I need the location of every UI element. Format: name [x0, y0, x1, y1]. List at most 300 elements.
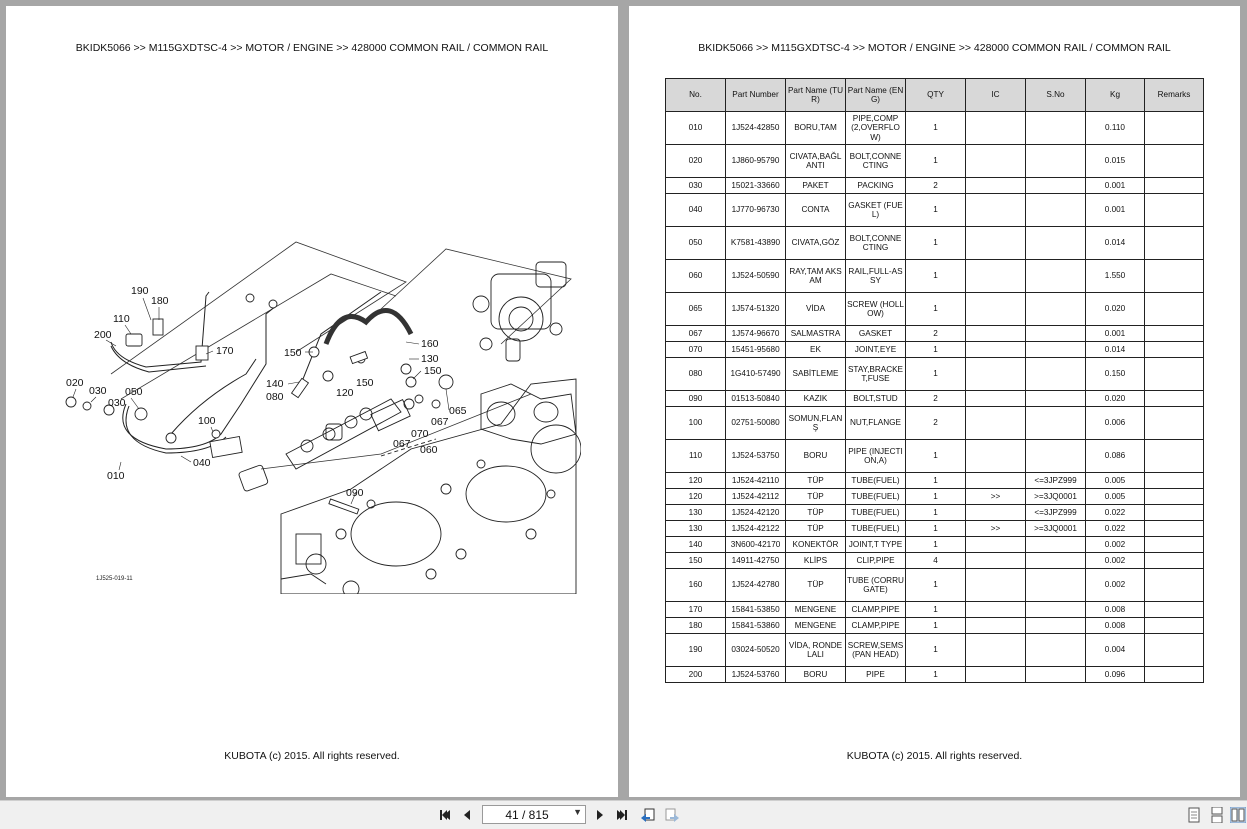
table-row: [666, 489, 1204, 505]
cell-part-name-eng: CLAMP,PIPE: [846, 618, 906, 634]
cell-part-number: 1J524-42112: [726, 489, 786, 505]
table-header-row: [666, 79, 1204, 112]
cell-part-name-eng: PACKING: [846, 178, 906, 194]
cell-part-name-eng: JOINT,EYE: [846, 342, 906, 358]
cell-remarks: [1145, 260, 1204, 293]
cell-remarks: [1145, 112, 1204, 145]
cell-kg: 0.022: [1086, 521, 1145, 537]
cell-remarks: [1145, 358, 1204, 391]
figure-code: 1J525-019-11: [96, 576, 133, 582]
cell-sno: [1026, 537, 1086, 553]
cell-part-name-tur: SALMASTRA: [786, 326, 846, 342]
page-footer-copyright: KUBOTA (c) 2015. All rights reserved.: [224, 750, 400, 762]
cell-no: 100: [666, 407, 726, 440]
cell-kg: 0.005: [1086, 489, 1145, 505]
page-header-breadcrumb: BKIDK5066 >> M115GXDTSC-4 >> MOTOR / ENGINE >> 428000 COMMON RAIL / COMMON RAIL: [75, 42, 549, 54]
cell-part-number: 15451-95680: [726, 342, 786, 358]
two-page-view-icon[interactable]: [1230, 807, 1246, 823]
cell-qty: 1: [906, 537, 966, 553]
cell-part-name-eng: TUBE(FUEL): [846, 505, 906, 521]
cell-remarks: [1145, 473, 1204, 489]
cell-part-name-tur: BORU: [786, 667, 846, 683]
table-row: [666, 112, 1204, 145]
cell-part-name-tur: RAY,TAM AKSAM: [786, 260, 846, 293]
cell-part-name-eng: TUBE(FUEL): [846, 521, 906, 537]
cell-ic: [966, 440, 1026, 473]
table-row: [666, 407, 1204, 440]
table-row: [666, 342, 1204, 358]
cell-ic: [966, 473, 1026, 489]
cell-kg: 0.110: [1086, 112, 1145, 145]
table-row: [666, 602, 1204, 618]
cell-remarks: [1145, 667, 1204, 683]
cell-part-name-tur: TÜP: [786, 473, 846, 489]
cell-sno: [1026, 194, 1086, 227]
cell-part-name-tur: EK: [786, 342, 846, 358]
table-row: [666, 391, 1204, 407]
continuous-view-icon[interactable]: [1209, 807, 1225, 823]
cell-kg: 0.014: [1086, 342, 1145, 358]
table-row: [666, 667, 1204, 683]
cell-no: 080: [666, 358, 726, 391]
table-row: [666, 634, 1204, 667]
cell-ic: [966, 553, 1026, 569]
cell-part-name-eng: CLAMP,PIPE: [846, 602, 906, 618]
cell-ic: [966, 227, 1026, 260]
cell-no: 010: [666, 112, 726, 145]
cell-kg: 0.001: [1086, 178, 1145, 194]
parts-table: [665, 78, 1204, 683]
cell-ic: [966, 326, 1026, 342]
cell-part-name-eng: SCREW,SEMS(PAN HEAD): [846, 634, 906, 667]
cell-kg: 0.020: [1086, 293, 1145, 326]
cell-part-name-eng: PIPE,COMP (2,OVERFLOW): [846, 112, 906, 145]
cell-remarks: [1145, 505, 1204, 521]
cell-remarks: [1145, 145, 1204, 178]
cell-sno: [1026, 112, 1086, 145]
cell-part-number: 1J574-96670: [726, 326, 786, 342]
callout-label: 040: [193, 457, 211, 469]
cell-kg: 0.014: [1086, 227, 1145, 260]
cell-qty: 1: [906, 145, 966, 178]
cell-part-name-eng: TUBE(FUEL): [846, 489, 906, 505]
cell-part-name-tur: BORU,TAM: [786, 112, 846, 145]
cell-no: 180: [666, 618, 726, 634]
cell-part-number: 1J524-53760: [726, 667, 786, 683]
cell-ic: [966, 194, 1026, 227]
cell-sno: [1026, 145, 1086, 178]
cell-no: 090: [666, 391, 726, 407]
cell-part-number: 15841-53860: [726, 618, 786, 634]
prev-page-icon[interactable]: [459, 807, 475, 823]
cell-sno: [1026, 293, 1086, 326]
cell-part-name-eng: GASKET: [846, 326, 906, 342]
cell-qty: 1: [906, 667, 966, 683]
cell-no: 030: [666, 178, 726, 194]
cell-ic: [966, 112, 1026, 145]
cell-qty: 2: [906, 326, 966, 342]
cell-qty: 1: [906, 602, 966, 618]
cell-part-name-tur: MENGENE: [786, 602, 846, 618]
cell-qty: 1: [906, 342, 966, 358]
cell-sno: [1026, 178, 1086, 194]
cell-part-number: K7581-43890: [726, 227, 786, 260]
cell-qty: 1: [906, 569, 966, 602]
cell-part-name-tur: KONEKTÖR: [786, 537, 846, 553]
cell-part-number: 1J524-42120: [726, 505, 786, 521]
diagram-page: [6, 6, 618, 797]
cell-part-number: 1J524-42110: [726, 473, 786, 489]
cell-remarks: [1145, 293, 1204, 326]
cell-sno: [1026, 326, 1086, 342]
callout-label: 067: [431, 416, 449, 428]
cell-kg: 0.022: [1086, 505, 1145, 521]
cell-sno: [1026, 407, 1086, 440]
cell-no: 130: [666, 505, 726, 521]
table-row: [666, 194, 1204, 227]
cell-ic: [966, 602, 1026, 618]
cell-no: 200: [666, 667, 726, 683]
cell-kg: 0.002: [1086, 569, 1145, 602]
cell-kg: 1.550: [1086, 260, 1145, 293]
cell-sno: [1026, 667, 1086, 683]
cell-no: 170: [666, 602, 726, 618]
cell-sno: [1026, 602, 1086, 618]
callout-label: 140: [266, 378, 284, 390]
callout-label: 150: [356, 377, 374, 389]
callout-label: 200: [94, 329, 112, 341]
cell-kg: 0.008: [1086, 618, 1145, 634]
callout-label: 110: [113, 313, 130, 325]
table-row: [666, 569, 1204, 602]
diagram-svg: [51, 234, 581, 594]
cell-part-name-eng: RAIL,FULL-ASSY: [846, 260, 906, 293]
cell-qty: 1: [906, 358, 966, 391]
cell-qty: 1: [906, 505, 966, 521]
dropdown-icon[interactable]: ▼: [573, 807, 582, 817]
cell-part-number: 14911-42750: [726, 553, 786, 569]
cell-kg: 0.086: [1086, 440, 1145, 473]
callout-label: 030: [108, 397, 126, 409]
table-row: [666, 260, 1204, 293]
callout-label: 080: [266, 391, 284, 403]
callout-label: 190: [131, 285, 149, 297]
diagram-frame-line: [121, 274, 396, 399]
cell-qty: 1: [906, 260, 966, 293]
cell-part-name-eng: TUBE(FUEL): [846, 473, 906, 489]
callout-label: 160: [421, 338, 439, 350]
cell-part-number: 1J524-42780: [726, 569, 786, 602]
callout-label: 180: [151, 295, 169, 307]
cell-remarks: [1145, 227, 1204, 260]
column-header-part-name-tur: Part Name (TUR): [786, 79, 846, 112]
cell-remarks: [1145, 194, 1204, 227]
cell-qty: 2: [906, 391, 966, 407]
cell-part-name-tur: CIVATA,BAĞLANTI: [786, 145, 846, 178]
table-row: [666, 553, 1204, 569]
cell-ic: [966, 358, 1026, 391]
table-row: [666, 358, 1204, 391]
cell-part-name-eng: BOLT,CONNECTING: [846, 145, 906, 178]
cell-remarks: [1145, 342, 1204, 358]
cell-part-name-tur: TÜP: [786, 569, 846, 602]
cell-part-name-tur: VİDA, RONDELALI: [786, 634, 846, 667]
callout-label: 150: [424, 365, 442, 377]
cell-kg: 0.150: [1086, 358, 1145, 391]
cell-part-name-tur: KAZIK: [786, 391, 846, 407]
cell-sno: [1026, 227, 1086, 260]
cell-ic: [966, 260, 1026, 293]
cell-kg: 0.001: [1086, 194, 1145, 227]
cell-part-number: 3N600-42170: [726, 537, 786, 553]
cell-remarks: [1145, 326, 1204, 342]
cell-ic: >>: [966, 489, 1026, 505]
cell-part-name-eng: TUBE (CORRUGATE): [846, 569, 906, 602]
table-row: [666, 326, 1204, 342]
callout-label: 150: [284, 347, 302, 359]
cell-sno: >=3JQ0001: [1026, 521, 1086, 537]
parts-list-page: [629, 6, 1240, 797]
cell-part-name-tur: BORU: [786, 440, 846, 473]
viewer-toolbar: [0, 800, 1247, 829]
cell-no: 020: [666, 145, 726, 178]
cell-part-number: 1J524-42850: [726, 112, 786, 145]
cell-no: 150: [666, 553, 726, 569]
cell-part-number: 1J524-42122: [726, 521, 786, 537]
callout-label: 120: [336, 387, 354, 399]
cell-ic: [966, 407, 1026, 440]
fuel-pump-drawing: [473, 262, 566, 361]
cell-no: 060: [666, 260, 726, 293]
cell-sno: [1026, 358, 1086, 391]
callout-label: 020: [66, 377, 84, 389]
next-page-icon[interactable]: [592, 807, 608, 823]
cell-remarks: [1145, 618, 1204, 634]
callout-label: 060: [420, 444, 438, 456]
cell-ic: [966, 537, 1026, 553]
column-header-ic: IC: [966, 79, 1026, 112]
cell-no: 067: [666, 326, 726, 342]
cell-kg: 0.020: [1086, 391, 1145, 407]
callout-label: 065: [449, 405, 467, 417]
cell-part-number: 1J574-51320: [726, 293, 786, 326]
callout-label: 010: [107, 470, 125, 482]
cell-remarks: [1145, 407, 1204, 440]
table-row: [666, 521, 1204, 537]
last-page-icon[interactable]: [614, 807, 630, 823]
parts-table-body: [666, 112, 1204, 683]
column-header-kg: Kg: [1086, 79, 1145, 112]
cell-part-name-eng: SCREW (HOLLOW): [846, 293, 906, 326]
cell-qty: 2: [906, 178, 966, 194]
cell-ic: [966, 145, 1026, 178]
table-row: [666, 440, 1204, 473]
cell-qty: 1: [906, 473, 966, 489]
cell-part-name-eng: BOLT,CONNECTING: [846, 227, 906, 260]
cell-ic: [966, 293, 1026, 326]
cell-ic: [966, 391, 1026, 407]
cell-no: 065: [666, 293, 726, 326]
column-header-part-name-eng: Part Name (ENG): [846, 79, 906, 112]
callout-label: 130: [421, 353, 439, 365]
cell-ic: [966, 505, 1026, 521]
table-row: [666, 178, 1204, 194]
cell-part-name-eng: CLIP,PIPE: [846, 553, 906, 569]
cell-part-number: 03024-50520: [726, 634, 786, 667]
cell-part-number: 02751-50080: [726, 407, 786, 440]
cell-qty: 1: [906, 634, 966, 667]
cell-ic: [966, 634, 1026, 667]
cell-part-name-tur: CONTA: [786, 194, 846, 227]
cell-part-number: 1J770-96730: [726, 194, 786, 227]
back-view-icon[interactable]: [640, 807, 656, 823]
cell-qty: 1: [906, 521, 966, 537]
cell-no: 120: [666, 489, 726, 505]
table-row: [666, 473, 1204, 489]
page-header-breadcrumb: BKIDK5066 >> M115GXDTSC-4 >> MOTOR / ENGINE >> 428000 COMMON RAIL / COMMON RAIL: [698, 42, 1171, 54]
cell-qty: 1: [906, 489, 966, 505]
cell-kg: 0.096: [1086, 667, 1145, 683]
cell-part-name-eng: BOLT,STUD: [846, 391, 906, 407]
cell-kg: 0.002: [1086, 553, 1145, 569]
cell-part-name-tur: TÜP: [786, 489, 846, 505]
cell-no: 070: [666, 342, 726, 358]
cell-sno: [1026, 342, 1086, 358]
cell-part-name-eng: PIPE: [846, 667, 906, 683]
cell-remarks: [1145, 602, 1204, 618]
cell-sno: [1026, 391, 1086, 407]
column-header-part-number: Part Number: [726, 79, 786, 112]
callout-label: 030: [89, 385, 107, 397]
cell-no: 110: [666, 440, 726, 473]
column-header-no: No.: [666, 79, 726, 112]
cell-no: 140: [666, 537, 726, 553]
cell-part-name-eng: STAY,BRACKET,FUSE: [846, 358, 906, 391]
cell-remarks: [1145, 553, 1204, 569]
callout-label: 100: [198, 415, 216, 427]
cell-kg: 0.008: [1086, 602, 1145, 618]
cell-part-number: 15841-53850: [726, 602, 786, 618]
cell-kg: 0.004: [1086, 634, 1145, 667]
table-row: [666, 227, 1204, 260]
callout-label: 070: [411, 428, 429, 440]
table-row: [666, 293, 1204, 326]
cell-part-name-tur: TÜP: [786, 521, 846, 537]
cell-qty: 1: [906, 112, 966, 145]
cell-part-name-tur: SABİTLEME: [786, 358, 846, 391]
cell-part-name-eng: PIPE (INJECTION,A): [846, 440, 906, 473]
cell-ic: >>: [966, 521, 1026, 537]
callout-label: 090: [346, 487, 364, 499]
cell-sno: [1026, 618, 1086, 634]
single-page-view-icon[interactable]: [1186, 807, 1202, 823]
cell-qty: 1: [906, 227, 966, 260]
callout-label: 067: [393, 438, 411, 450]
cell-kg: 0.001: [1086, 326, 1145, 342]
cell-kg: 0.015: [1086, 145, 1145, 178]
table-row: [666, 618, 1204, 634]
cell-part-number: 15021-33660: [726, 178, 786, 194]
cell-qty: 1: [906, 194, 966, 227]
cell-ic: [966, 342, 1026, 358]
cell-part-name-tur: CIVATA,GÖZ: [786, 227, 846, 260]
cell-ic: [966, 667, 1026, 683]
cell-sno: <=3JPZ999: [1026, 473, 1086, 489]
cell-kg: 0.005: [1086, 473, 1145, 489]
cell-sno: [1026, 569, 1086, 602]
table-row: [666, 537, 1204, 553]
cell-kg: 0.006: [1086, 407, 1145, 440]
cell-ic: [966, 178, 1026, 194]
first-page-icon[interactable]: [437, 807, 453, 823]
fuel-pipes-drawing: [111, 292, 411, 453]
table-row: [666, 145, 1204, 178]
forward-view-icon[interactable]: [664, 807, 680, 823]
cell-part-name-tur: KLİPS: [786, 553, 846, 569]
cell-part-number: 1J860-95790: [726, 145, 786, 178]
cell-no: 160: [666, 569, 726, 602]
cell-part-name-tur: SOMUN,FLANŞ: [786, 407, 846, 440]
cell-qty: 1: [906, 440, 966, 473]
cell-remarks: [1145, 391, 1204, 407]
exploded-parts-diagram: [51, 234, 581, 594]
cell-part-name-tur: MENGENE: [786, 618, 846, 634]
callout-label: 050: [125, 386, 143, 398]
cell-remarks: [1145, 489, 1204, 505]
cell-part-number: 1G410-57490: [726, 358, 786, 391]
column-header-qty: QTY: [906, 79, 966, 112]
cell-part-name-tur: VİDA: [786, 293, 846, 326]
cell-no: 040: [666, 194, 726, 227]
cell-ic: [966, 569, 1026, 602]
engine-block-drawing: [281, 379, 581, 594]
page-footer-copyright: KUBOTA (c) 2015. All rights reserved.: [846, 750, 1023, 762]
cell-qty: 1: [906, 618, 966, 634]
cell-qty: 4: [906, 553, 966, 569]
cell-remarks: [1145, 634, 1204, 667]
table-row: [666, 505, 1204, 521]
cell-sno: <=3JPZ999: [1026, 505, 1086, 521]
column-header-remarks: Remarks: [1145, 79, 1204, 112]
cell-part-name-tur: TÜP: [786, 505, 846, 521]
cell-sno: >=3JQ0001: [1026, 489, 1086, 505]
cell-part-name-eng: NUT,FLANGE: [846, 407, 906, 440]
cell-sno: [1026, 634, 1086, 667]
cell-part-number: 1J524-50590: [726, 260, 786, 293]
cell-remarks: [1145, 178, 1204, 194]
page-number-selector[interactable]: [482, 805, 586, 824]
cell-qty: 2: [906, 407, 966, 440]
cell-part-name-tur: PAKET: [786, 178, 846, 194]
cell-no: 130: [666, 521, 726, 537]
cell-qty: 1: [906, 293, 966, 326]
cell-sno: [1026, 440, 1086, 473]
cell-sno: [1026, 260, 1086, 293]
cell-sno: [1026, 553, 1086, 569]
cell-ic: [966, 618, 1026, 634]
cell-remarks: [1145, 569, 1204, 602]
cell-no: 050: [666, 227, 726, 260]
page-indicator: 41 / 815: [505, 808, 549, 822]
cell-part-number: 1J524-53750: [726, 440, 786, 473]
cell-part-number: 01513-50840: [726, 391, 786, 407]
cell-no: 190: [666, 634, 726, 667]
cell-part-name-eng: JOINT,T TYPE: [846, 537, 906, 553]
cell-part-name-eng: GASKET (FUEL): [846, 194, 906, 227]
cell-kg: 0.002: [1086, 537, 1145, 553]
cell-remarks: [1145, 440, 1204, 473]
callout-label: 170: [216, 345, 234, 357]
